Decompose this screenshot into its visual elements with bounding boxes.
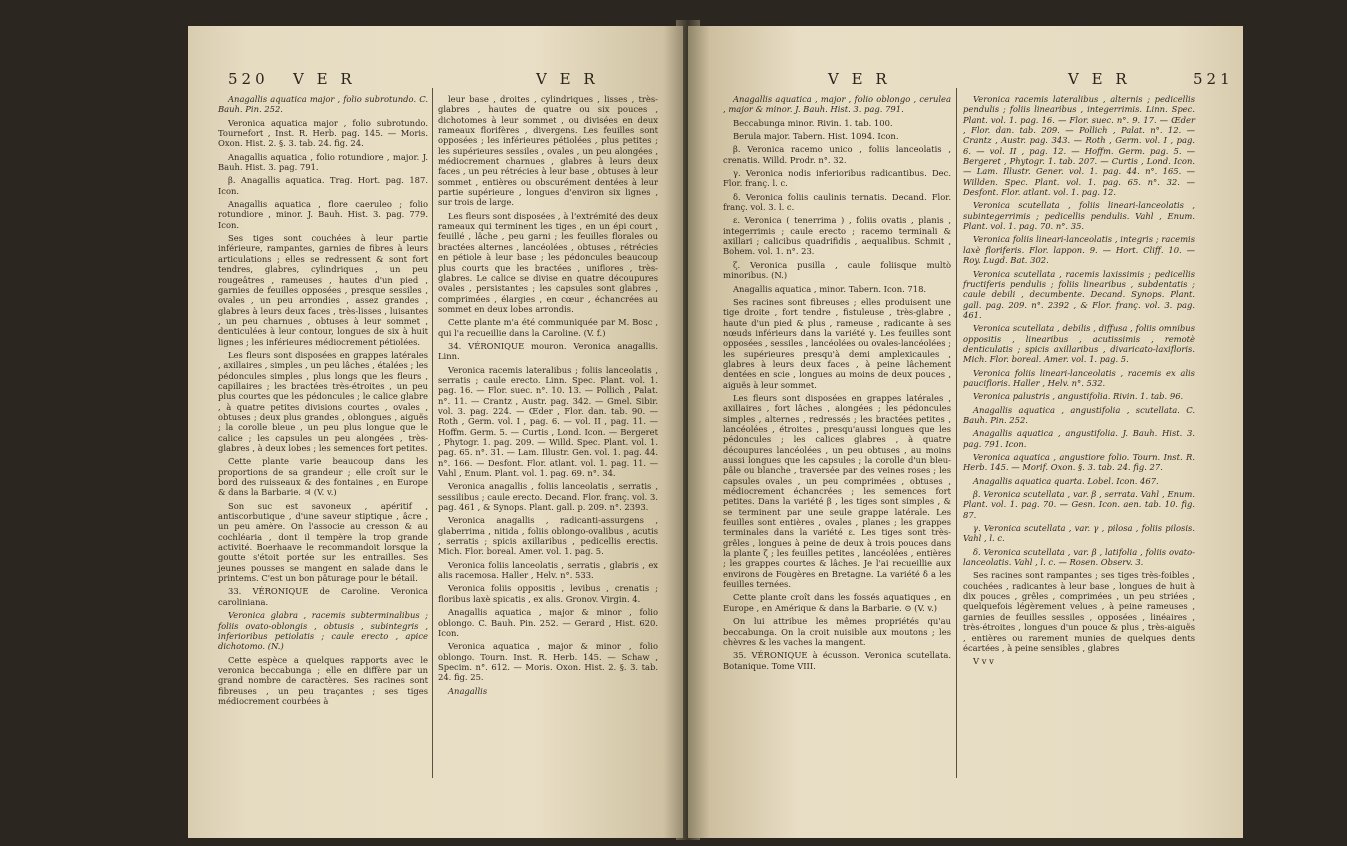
paragraph: ζ. Veronica pusilla , caule foliisque multò minoribus. (N.): [723, 259, 951, 281]
left-column-2-text: [438, 94, 658, 696]
paragraph: leur base , droites , cylindriques , lisses , très-glabres , hautes de quatre ou six pouces , dichotomes à leur sommet , ou divisées en deux rameaux florifères , divergens. Les feuilles sont opposées ; les inférieures pétiolées , plus petites ; les supérieures sessiles , ovales , un peu alongées , médiocrement charnues , glabres à leurs deux faces , un peu rétrécies à leur base , obtuses à leur sommet , entières ou obscurément dentées à leur partie supérieure , longues d'environ six lignes , sur trois de large.: [438, 94, 658, 208]
paragraph: Beccabunga minor. Rivin. 1. tab. 100.: [733, 117, 893, 128]
paragraph: Veronica aquatica major , folio subrotundo. Tournefort , Inst. R. Herb. pag. 145. — Moris. Oxon. Hist. 2. §. 3. tab. 24. fig. 24.: [218, 117, 428, 149]
paragraph: β. Veronica racemo unico , foliis lanceolatis , crenatis. Willd. Prodr. n°. 32.: [723, 144, 951, 165]
paragraph: Cette plante m'a été communiquée par M. Bosc , qui l'a recueillie dans la Caroline. (V. f.): [438, 317, 658, 338]
paragraph: Veronica scutellata , racemis laxissimis ; pedicellis fructiferis pendulis ; foliis linearibus , subdentatis ; caule debili , decumbente. Decand. Synops. Plant. gall. pag. 209. n°. 2392 , & Flor. franç. vol. 3. pag. 461.: [963, 268, 1195, 320]
paragraph: δ. Veronica scutellata , var. β , latifolia , foliis ovato-lanceolatis. Vahl , l. c. — Rosen. Observ. 3.: [963, 546, 1195, 568]
paragraph: Anagallis aquatica , flore caeruleo ; folio rotundiore , minor. J. Bauh. Hist. 3. pag. 779. Icon.: [218, 199, 428, 230]
right-column-1-text: [723, 94, 951, 671]
paragraph: Veronica foliis lineari-lanceolatis , racemis ex alis paucifloris. Haller , Helv. n°. 532.: [963, 367, 1195, 388]
paragraph: Veronica foliis lanceolatis , serratis , glabris , ex alis racemosa. Haller , Helv. n°. 533.: [438, 559, 658, 581]
paragraph: Veronica scutellata , debilis , diffusa , foliis omnibus oppositis , linearibus , acutissimis , remotè denticulatis ; spicis axillaribus , divaricato-laxifloris. Mich. Flor. boreal. Amer. vol. 1. pag. 5.: [963, 323, 1195, 365]
paragraph: γ. Veronica scutellata , var. γ , pilosa , foliis pilosis. Vahl , l. c.: [963, 523, 1195, 544]
paragraph: δ. Veronica foliis caulinis ternatis. Decand. Flor. franç. vol. 3. l. c.: [723, 191, 951, 213]
paragraph: Veronica scutellata , foliis lineari-lanceolatis , subintegerrimis ; pedicellis pendulis. Vahl , Enum. Plant. vol. 1. pag. 70. n°. 35.: [963, 200, 1195, 232]
paragraph: Anagallis aquatica , angustifolia. J. Bauh. Hist. 3. pag. 791. Icon.: [963, 428, 1195, 449]
paragraph: Veronica anagallis , foliis lanceolatis , serratis , sessilibus ; caule erecto. Decand. Flor. franç. vol. 3. pag. 461 , & Synops. Plant. gall. p. 209. n°. 2393.: [438, 481, 658, 513]
left-column-divider: [432, 88, 433, 778]
paragraph: Les fleurs sont disposées en grappes latérales , axillaires , fort lâches , alongées ; les pédoncules simples , alternes , redressés ; les bractées petites , lancéolées , étroites , presqu'aussi longues que les pédoncules ; les calices glabres , à quatre découpures lancéolées , un peu obtuses , au moins aussi longues que les capsules ; la corolle d'un bleu-pâle ou blanche , traversée par des veines roses ; les capsules ovales , un peu comprimées , obtuses , médiocrement échancrées ; les semences fort petites. Dans la variété β , les tiges sont simples , & se terminent par une seule grappe latérale. Les feuilles sont entières , ovales , planes ; les grappes terminales dans la variété ε. Les tiges sont très-grêles , longues à peine de deux à trois pouces dans la plante ζ ; les feuilles petites , lancéolées , entières ; les grappes courtes & lâches. Je l'ai recueillie aux environs de Fougères en Bretagne. La variété δ a les feuilles ternées.: [723, 392, 951, 590]
right-column-2-text: [963, 94, 1195, 667]
paragraph: 34. VÉRONIQUE mouron. Veronica anagallis. Linn.: [438, 340, 658, 362]
paragraph: Anagallis aquatica quarta. Lobel. Icon. 467.: [973, 475, 1159, 486]
paragraph: Cette plante croît dans les fossés aquatiques , en Europe , en Amérique & dans la Barbarie. ⊙ (V. v.): [723, 592, 951, 613]
paragraph: Veronica glabra , racemis subterminalibus ; foliis ovato-oblongis , obtusis , subintegris , inferioribus petiolatis ; caule erecto , apice dichotomo. (N.): [218, 610, 428, 652]
paragraph: Cette plante varie beaucoup dans les proportions de sa grandeur ; elle croît sur le bord des ruisseaux & des fontaines , en Europe & dans la Barbarie. ♃ (V. v.): [218, 456, 428, 498]
paragraph: Ses tiges sont couchées à leur partie inférieure, rampantes, garnies de fibres à leurs articulations ; elles se redressent & sont fort tendres, glabres, cylindriques , un peu rougeâtres , rameuses , hautes d'un pied , garnies de feuilles opposées , presque sessiles , ovales , un peu arrondies , assez grandes , glabres à leurs deux faces , très-lisses , luisantes , un peu charnues , obtuses à leur sommet , denticulées à leur contour, longues de six à huit lignes ; les inférieures médiocrement pétiolées.: [218, 233, 428, 347]
right-running-head-b: V E R: [1068, 70, 1131, 88]
paragraph: On lui attribue les mêmes propriétés qu'au beccabunga. On la croit nuisible aux moutons ; les chèvres & les vaches la mangent.: [723, 616, 951, 647]
paragraph: Les fleurs sont disposées en grappes latérales , axillaires , simples , un peu lâches , étalées ; les pédoncules simples , plus longs que les fleurs , capillaires ; les bractées très-étroites , un peu plus courtes que les pédoncules ; le calice glabre , à quatre petites divisions courtes , ovales , obtuses ; deux plus grandes , oblongues , aiguës ; la corolle bleue , un peu plus longue que le calice ; les capsules un peu alongées , très-glabres , à deux lobes ; les semences fort petites.: [218, 349, 428, 453]
paragraph: V v v: [973, 656, 994, 667]
paragraph: Anagallis aquatica , folio rotundiore , major. J. Bauh. Hist. 3. pag. 791.: [218, 151, 428, 173]
paragraph: Veronica foliis oppositis , levibus , crenatis ; floribus laxè spicatis , ex alis. Gronov. Virgin. 4.: [438, 583, 658, 604]
left-running-head-b: V E R: [536, 70, 599, 88]
paragraph: Anagallis aquatica , minor. Tabern. Icon. 718.: [733, 283, 927, 294]
right-column-2: [963, 94, 1195, 670]
paragraph: Ses racines sont rampantes ; ses tiges très-foibles , couchées , radicantes à leur base , longues de huit à dix pouces , grêles , comprimées , un peu striées , quelquefois légèrement velues , à peine rameuses , garnies de feuilles sessiles , opposées , linéaires , très-étroites , longues d'un pouce & plus , très-aiguës , entières ou rarement munies de quelques dents écartées , à peine sensibles , glabres: [963, 570, 1195, 653]
paragraph: Veronica racemis lateralibus ; foliis lanceolatis , serratis ; caule erecto. Linn. Spec. Plant. vol. 1. pag. 16. — Flor. suec. n°. 10. 13. — Pollich , Palat. n°. 11. — Crantz , Austr. pag. 342. — Gmel. Sibir. vol. 3. pag. 224. — Œder , Flor. dan. tab. 90. — Roth , Germ. vol. I , pag. 6. — vol. II , pag. 11. — Hoffm. Germ. 5. — Curtis , Lond. Icon. — Bergeret , Phytogr. 1. pag. 209. — Willd. Spec. Plant. vol. 1. pag. 65. n°. 31. — Lam. Illustr. Gen. vol. 1. pag. 44. n°. 166. — Desfont. Flor. atlant. vol. 1. pag. 11. — Vahl , Enum. Plant. vol. 1. pag. 69. n°. 34.: [438, 364, 658, 479]
paragraph: Anagallis: [448, 685, 488, 696]
paragraph: γ. Veronica nodis inferioribus radicantibus. Dec. Flor. franç. l. c.: [723, 168, 951, 189]
paragraph: Veronica foliis lineari-lanceolatis , integris ; racemis laxè floriferis. Flor. lappon. 9. — Hort. Cliff. 10. — Roy. Lugd. Bat. 302.: [963, 234, 1195, 266]
paragraph: Veronica palustris , angustifolia. Rivin. 1. tab. 96.: [973, 391, 1184, 402]
paragraph: Cette espèce a quelques rapports avec le veronica beccabunga ; elle en diffère par un grand nombre de caractères. Ses racines sont fibreuses , un peu traçantes ; ses tiges médiocrement courbées à: [218, 654, 428, 706]
paragraph: Veronica aquatica , major & minor , folio oblongo. Tourn. Inst. R. Herb. 145. — Schaw , Specim. n°. 612. — Moris. Oxon. Hist. 2. §. 3. tab. 24. fig. 25.: [438, 641, 658, 683]
paragraph: Anagallis aquatica , major , folio oblongo , cerulea , major & minor. J. Bauh. Hist. 3. pag. 791.: [723, 94, 951, 115]
right-page-number: 521: [1193, 70, 1234, 88]
paragraph: Les fleurs sont disposées , à l'extrémité des deux rameaux qui terminent les tiges , en un épi court , feuillé , lâche , peu garni ; les feuilles florales ou bractées alternes , lancéolées , obtuses , rétrécies en pétiole à leur base ; les pédoncules beaucoup plus courts que les bractées , uniflores , très-glabres. Le calice se divise en quatre découpures ovales , persistantes ; les capsules sont glabres , comprimées , élargies , en cœur , échancrées au sommet en deux lobes arrondis.: [438, 210, 658, 314]
paragraph: Veronica anagallis , radicanti-assurgens , glaberrima , nitida , foliis oblongo-ovalibus , acutis , serratis ; spicis axillaribus , pedicellis erectis. Mich. Flor. boreal. Amer. vol. 1. pag. 5.: [438, 515, 658, 557]
paragraph: Anagallis aquatica , angustifolia , scutellata. C. Bauh. Pin. 252.: [963, 404, 1195, 425]
paragraph: β. Anagallis aquatica. Trag. Hort. pag. 187. Icon.: [218, 175, 428, 196]
paragraph: Berula major. Tabern. Hist. 1094. Icon.: [733, 131, 899, 142]
paragraph: Son suc est savoneux , apéritif , antiscorbutique , d'une saveur stiptique , âcre , un peu amère. On l'associe au cresson & au cochléaria , dont il tempère la trop grande activité. Boerhaave le recommandoit lorsque la goutte s'étoit portée sur les entrailles. Ses jeunes pousses se mangent en salade dans le printems. C'est un bon pâturage pour le bétail.: [218, 500, 428, 584]
left-column-1-text: [218, 94, 428, 706]
paragraph: 35. VÉRONIQUE à écusson. Veronica scutellata. Botanique. Tome VIII.: [723, 650, 951, 671]
paragraph: Veronica aquatica , angustiore folio. Tourn. Inst. R. Herb. 145. — Morif. Oxon. §. 3. tab. 24. fig. 27.: [963, 452, 1195, 473]
paragraph: ε. Veronica ( tenerrima ) , foliis ovatis , planis , integerrimis ; caule erecto ; racemo terminali & axillari ; calicibus quadrifidis , aequalibus. Schmit , Bohem. vol. 1. n°. 23.: [723, 215, 951, 257]
left-page-number: 520: [228, 70, 269, 88]
right-running-head-a: V E R: [828, 70, 891, 88]
paragraph: 33. VÉRONIQUE de Caroline. Veronica caroliniana.: [218, 586, 428, 607]
right-column-divider: [956, 88, 957, 778]
paragraph: Veronica racemis lateralibus , alternis ; pedicellis pendulis ; foliis linearibus , integerrimis. Linn. Spec. Plant. vol. 1. pag. 16. — Flor. suec. n°. 9. 17. — Œder , Flor. dan. tab. 209. — Pollich , Palat. n°. 12. — Crantz , Austr. pag. 343. — Roth , Germ. vol. I , pag. 6. — vol. II , pag. 12. — Hoffm. Germ. pag. 5. — Bergeret , Phytogr. 1. tab. 207. — Curtis , Lond. Icon. — Lam. Illustr. Gener. vol. 1. pag. 44. n°. 165. — Willden. Spec. Plant. vol. 1. pag. 65. n°. 32. — Desfont. Flor. atlant. vol. 1. pag. 12.: [963, 94, 1195, 198]
left-column-2: [438, 94, 658, 699]
paragraph: β. Veronica scutellata , var. β , serrata. Vahl , Enum. Plant. vol. 1. pag. 70. — Gesn. Icon. aen. tab. 10. fig. 87.: [963, 489, 1195, 520]
paragraph: Anagallis aquatica major , folio subrotundo. C. Bauh. Pin. 252.: [218, 94, 428, 115]
paragraph: Ses racines sont fibreuses ; elles produisent une tige droite , fort tendre , fistuleuse , très-glabre , haute d'un pied & plus , rameuse , radicante à ses nœuds inférieurs dans la variété γ. Les feuilles sont opposées , sessiles , lancéolées ou ovales-lancéolées ; les supérieures presqu'à demi amplexicaules , glabres à leurs deux faces , à peine lâchement dentées en scie , longues au moins de deux pouces , aiguës à leur sommet.: [723, 296, 951, 390]
left-column-1: [218, 94, 428, 709]
right-column-1: [723, 94, 951, 674]
right-page: [688, 26, 1243, 838]
left-page: [188, 26, 683, 838]
paragraph: Anagallis aquatica , major & minor , folio oblongo. C. Bauh. Pin. 252. — Gerard , Hist. 620. Icon.: [438, 607, 658, 638]
left-running-head-a: V E R: [293, 70, 356, 88]
